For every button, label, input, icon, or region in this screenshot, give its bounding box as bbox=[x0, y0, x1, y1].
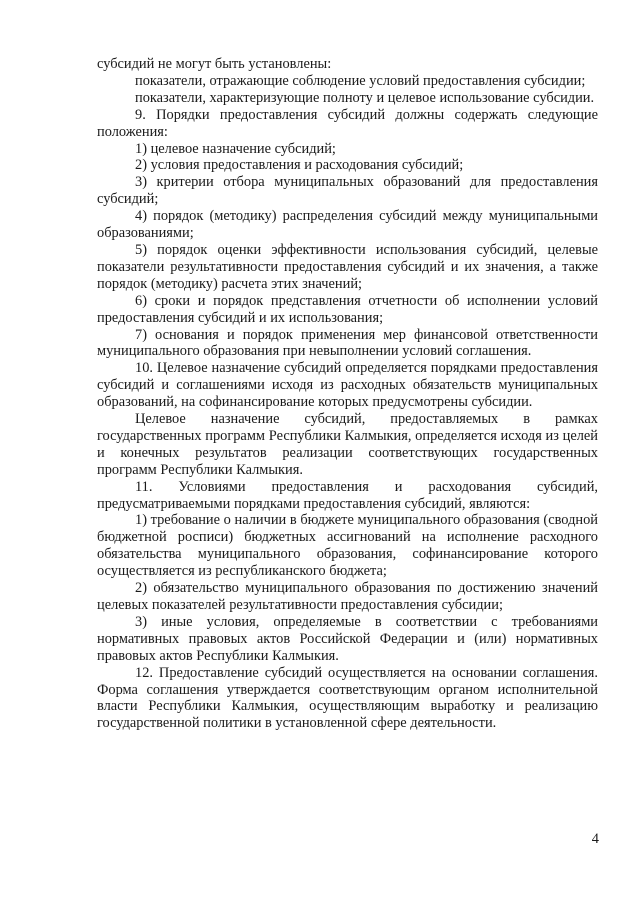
list-item-9-3: 3) критерии отбора муниципальных образований для предоставления субсидий; bbox=[97, 174, 598, 208]
page-number: 4 bbox=[591, 831, 599, 847]
document-body bbox=[97, 56, 598, 732]
paragraph-continuation: субсидий не могут быть установлены: bbox=[97, 56, 332, 72]
list-item-11-2: 2) обязательство муниципального образования по достижению значений целевых показателей результативности предоставления субсидии; bbox=[97, 580, 598, 613]
list-item-9-6: 6) сроки и порядок представления отчетности об исполнении условий предоставления субсидий и их использования; bbox=[97, 292, 598, 326]
paragraph-clause-9: 9. Порядки предоставления субсидий должны содержать следующие положения: bbox=[97, 106, 598, 140]
list-item-9-4: 4) порядок (методику) распределения субсидий между муниципальными образованиями; bbox=[97, 208, 598, 242]
list-item-9-5: 5) порядок оценки эффективности использования субсидий, целевые показатели результативности предоставления субсидий и их значения, а также порядок (методику) расчета этих значений; bbox=[97, 241, 598, 292]
paragraph-clause-10: 10. Целевое назначение субсидий определяется порядками предоставления субсидий и соглашениями исходя из расходных обязательств муниципальных образований, на софинансирование которых предусмотрены субсидии. bbox=[97, 360, 598, 411]
list-item-11-1: 1) требование о наличии в бюджете муниципального образования (сводной бюджетной росписи) бюджетных ассигнований на исполнение расходного обязательства муниципального образования, софинансирование которого осуществляется из республиканского бюджета; bbox=[97, 512, 598, 580]
paragraph-clause-11: 11. Условиями предоставления и расходования субсидий, предусматриваемыми порядками предоставления субсидий, являются: bbox=[97, 478, 598, 512]
paragraph-clause-12: 12. Предоставление субсидий осуществляется на основании соглашения. Форма соглашения утверждается соответствующим органом исполнительной власти Республики Калмыкия, осуществляющим выработку и реализацию государственной политики в установленной сфере деятельности. bbox=[97, 664, 598, 732]
list-item-9-1: 1) целевое назначение субсидий; bbox=[135, 140, 336, 157]
paragraph-indicator-completeness: показатели, характеризующие полноту и целевое использование субсидии. bbox=[135, 89, 595, 106]
paragraph-indicator-compliance: показатели, отражающие соблюдение условий предоставления субсидии; bbox=[135, 72, 586, 89]
list-item-9-7: 7) основания и порядок применения мер финансовой ответственности муниципального образования при невыполнении условий соглашения. bbox=[97, 326, 598, 360]
list-item-11-3: 3) иные условия, определяемые в соответствии с требованиями нормативных правовых актов Российской Федерации и (или) нормативных правовых актов Республики Калмыкия. bbox=[97, 613, 598, 664]
list-item-9-2: 2) условия предоставления и расходования субсидий; bbox=[135, 157, 464, 174]
paragraph-clause-10-programs: Целевое назначение субсидий, предоставляемых в рамках государственных программ Республики Калмыкия, определяется исходя из целей и конечных результатов реализации соответствующих государственных программ Республики Калмыкия. bbox=[97, 411, 598, 478]
